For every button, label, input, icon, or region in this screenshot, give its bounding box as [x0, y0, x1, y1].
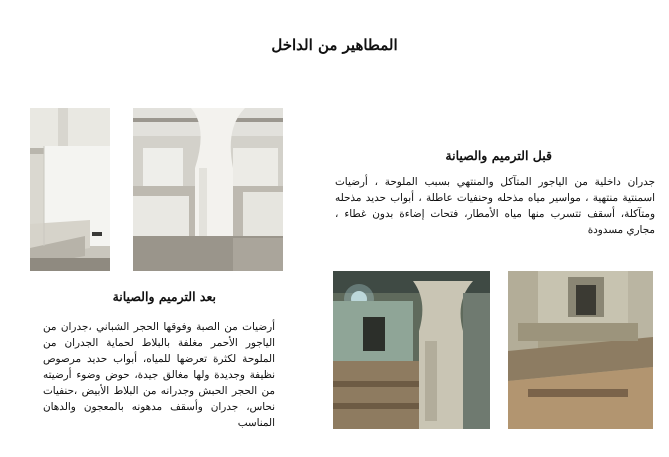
before-restoration-photo-corridor [333, 271, 490, 429]
after-restoration-photo-ablution-pool [133, 108, 283, 271]
before-restoration-description: جدران داخلية من الياجور المتآكل والمنتهي بسبب الملوحة ، أرضيات اسمنتية منتهية ، مواسير مياه مذحله وحنفيات عاطلة ، أبواب حديد مذحله ومتآكلة، أسقف تتسرب منها مياه الأمطار، فتحات إضاءة بدون غطاء ، مجاري مسدودة [335, 176, 655, 236]
after-restoration-photo-washroom [30, 108, 110, 271]
before-restoration-heading: قبل الترميم والصيانة [445, 148, 552, 163]
page-title: المطاهير من الداخل [271, 36, 398, 54]
before-restoration-photo-ablution-area [508, 271, 653, 429]
after-restoration-heading: بعد الترميم والصيانة [112, 289, 216, 304]
after-restoration-description: أرضيات من الصبة وفوقها الحجر الشباني ،جدران من الياجور الأحمر مغلفة بالبلاط لحماية الجدران من الملوحة لكثرة تعرضها للمياه، أبواب حديد مرصوص نظيفة وجديدة ولها مغالق جيدة، حوض وضوء أرضيته من الحجر الحبش وجدرانه من البلاط الأبيض ،حنفيات نحاس، جدران وأسقف مدهونه بالمعجون والدهان المناسب [43, 321, 275, 429]
